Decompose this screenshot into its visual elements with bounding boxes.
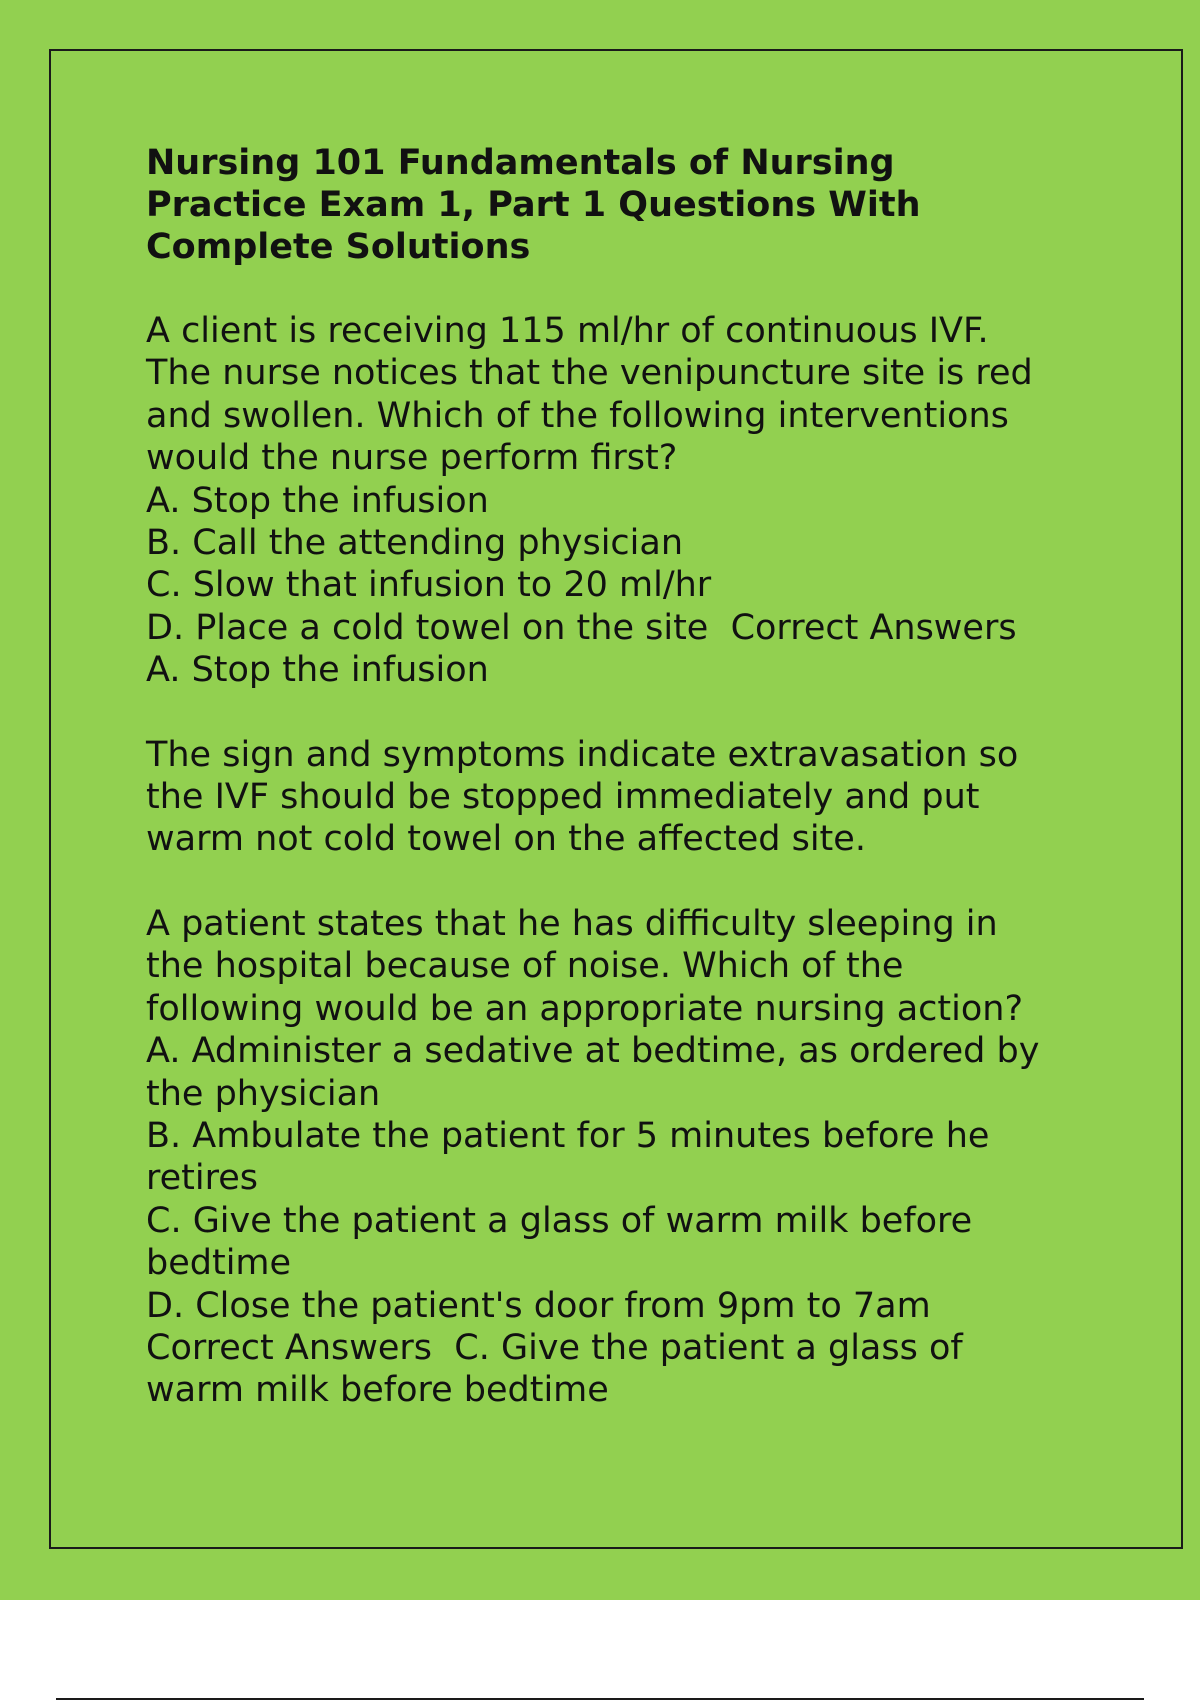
question-1-line: and swollen. Which of the following interventions [146,395,1009,436]
question-2-option-d: D. Close the patient's door from 9pm to 7am [146,1285,931,1326]
paragraph-spacer [146,861,1106,903]
question-1-option-c: C. Slow that infusion to 20 ml/hr [146,565,712,606]
question-2-line: following would be an appropriate nursing action? [146,988,1024,1029]
rationale-line: The sign and symptoms indicate extravasation so [146,734,1019,775]
question-2-option-b: B. Ambulate the patient for 5 minutes before he [146,1115,990,1156]
title-line: Complete Solutions [146,227,531,267]
document-body [146,142,1106,1412]
question-2-option-b-cont: retires [146,1158,258,1199]
document-title [146,142,1106,268]
paragraph-spacer [146,692,1106,734]
question-2-option-a: A. Administer a sedative at bedtime, as ordered by [146,1031,1040,1072]
rationale-line: warm not cold towel on the affected site. [146,819,866,860]
question-2-option-c: C. Give the patient a glass of warm milk before [146,1200,973,1241]
question-1-answer: A. Stop the infusion [146,650,489,691]
question-2-line: A patient states that he has difficulty sleeping in [146,903,998,944]
rationale-line: the IVF should be stopped immediately and put [146,777,980,818]
question-1-line: would the nurse perform first? [146,438,678,479]
question-1-option-a: A. Stop the infusion [146,480,489,521]
question-1-line: The nurse notices that the venipuncture site is red [146,353,1033,394]
question-2-option-a-cont: the physician [146,1073,381,1114]
question-2-line: the hospital because of noise. Which of the [146,946,904,987]
question-1-option-d: D. Place a cold towel on the site Correct Answers [146,607,1017,648]
title-line: Practice Exam 1, Part 1 Questions With [146,185,921,225]
question-2-answer-cont: warm milk before bedtime [146,1370,609,1411]
question-1-line: A client is receiving 115 ml/hr of continuous IVF. [146,311,989,351]
question-2-answer: Correct Answers C. Give the patient a glass of [146,1327,963,1368]
question-2-option-c-cont: bedtime [146,1243,292,1284]
title-line: Nursing 101 Fundamentals of Nursing [146,143,895,183]
rationale-1 [146,734,1106,861]
question-1-option-b: B. Call the attending physician [146,523,684,564]
question-2 [146,903,1106,1412]
question-1 [146,310,1106,692]
